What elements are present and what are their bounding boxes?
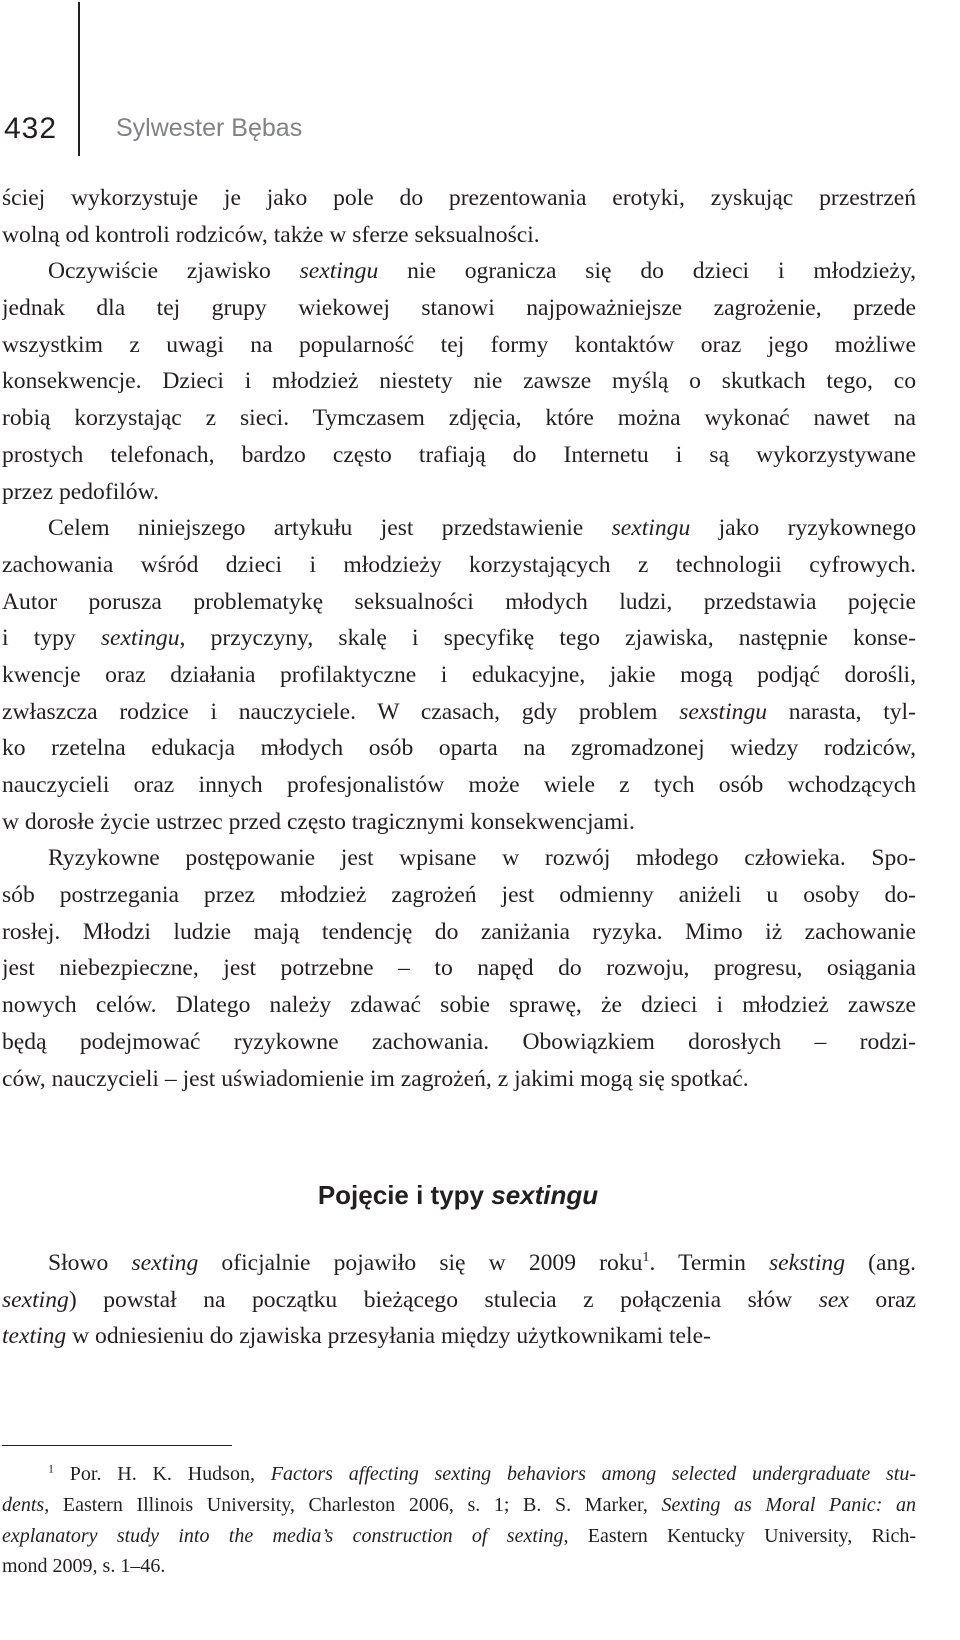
text-line: $^1$ Por. H. K. Hudson, Factors affecting sexting behaviors among selected undergraduate stu- [48, 1461, 916, 1485]
text-line: konsekwencje. Dzieci i młodzież niestety nie zawsze myślą o skutkach tego, co [2, 368, 916, 395]
section-heading [0, 1180, 916, 1211]
page-number: 432 [4, 112, 58, 145]
text-line: jednak dla tej grupy wiekowej stanowi najpoważniejsze zagrożenie, przede [2, 295, 916, 322]
text-line: ściej wykorzystuje je jako pole do prezentowania erotyki, zyskując przestrzeń [2, 185, 916, 211]
text-line: nauczycieli oraz innych profesjonalistów może wiele z tych osób wchodzących [2, 772, 916, 798]
paragraph [2, 510, 916, 840]
text-line: Celem niniejszego artykułu jest przedstawienie sextingu jako ryzykownego [48, 515, 916, 542]
italic-term: sex [818, 1286, 849, 1313]
section-heading-italic: sextingu [491, 1180, 599, 1210]
text-line: sexting) powstał na początku bieżącego stulecia z połączenia słów sex oraz [2, 1286, 916, 1313]
text-line: prostych telefonach, bardzo często trafiają do Internetu i są wykorzystywane [2, 441, 916, 468]
footnote [2, 1459, 916, 1582]
text-line: wolną od kontroli rodziców, także w sferze seksualności. [2, 221, 540, 248]
text-line: explanatory study into the media’s construction of sexting, Eastern Kentucky University, Rich- [2, 1524, 916, 1547]
text-line: ko rzetelna edukacja młodych osób oparta na zgromadzonej wiedzy rodziców, [2, 735, 916, 762]
text-line: robią korzystając z sieci. Tymczasem zdjęcia, które można wykonać nawet na [2, 405, 916, 432]
text-line: Słowo sexting oficjalnie pojawiło się w 2009 roku$^1$. Termin seksting (ang. [48, 1249, 916, 1276]
text-line: będą podejmować ryzykowne zachowania. Obowiązkiem dorosłych – rodzi- [2, 1028, 916, 1055]
text-line: Oczywiście zjawisko sextingu nie ogranicza się do dzieci i młodzieży, [48, 258, 916, 285]
italic-term: sexting [131, 1250, 199, 1276]
italic-term: sexting [2, 1286, 69, 1313]
italic-term: explanatory study into the media’s construction of sexting [2, 1524, 564, 1547]
text-line: mond 2009, s. 1–46. [2, 1555, 166, 1578]
text-line: i typy sextingu, przyczyny, skalę i specyfikę tego zjawiska, następnie konse- [2, 625, 916, 652]
footnote-divider [2, 1445, 232, 1446]
text-line: w dorosłe życie ustrzec przed często tragicznymi konsekwencjami. [2, 808, 635, 835]
italic-term: seksting [769, 1250, 846, 1276]
text-line: ców, nauczycieli – jest uświadomienie im zagrożeń, z jakimi mogą się spotkać. [2, 1065, 749, 1092]
running-head-author: Sylwester Bębas [116, 114, 303, 142]
footnote-marker: 1 [48, 1461, 54, 1476]
body-text [2, 180, 916, 1097]
text-line: dents, Eastern Illinois University, Charleston 2006, s. 1; B. S. Marker, Sexting as Moral Panic: an [2, 1493, 916, 1516]
text-line: zachowania wśród dzieci i młodzieży korzystających z technologii cyfrowych. [2, 551, 916, 578]
paragraph [2, 1245, 916, 1355]
text-line: sób postrzegania przez młodzież zagrożeń jest odmienny aniżeli u osoby do- [2, 882, 916, 909]
text-line: jest niebezpieczne, jest potrzebne – to napęd do rozwoju, progresu, osiągania [2, 955, 916, 982]
text-line: Autor porusza problematykę seksualności młodych ludzi, przedstawia pojęcie [2, 588, 916, 615]
italic-term: dents [2, 1493, 45, 1516]
paragraph [2, 840, 916, 1097]
italic-term: Factors affecting sexting behaviors among selected undergraduate stu- [270, 1463, 916, 1485]
italic-term: sexstingu [679, 698, 768, 725]
italic-term: sextingu [299, 258, 379, 285]
body-text-section [2, 1245, 916, 1355]
italic-term: Sexting as Moral Panic: an [661, 1493, 916, 1516]
header-divider [78, 2, 80, 156]
italic-term: sextingu [100, 625, 180, 652]
footnotes [2, 1459, 916, 1582]
italic-term: texting [2, 1323, 67, 1350]
text-line: przez pedofilów. [2, 478, 159, 505]
text-line: nowych celów. Dlatego należy zdawać sobie sprawę, że dzieci i młodzież zawsze [2, 992, 916, 1019]
text-line: Ryzykowne postępowanie jest wpisane w rozwój młodego człowieka. Spo- [48, 845, 916, 872]
paragraph [2, 180, 916, 253]
text-line: kwencje oraz działania profilaktyczne i edukacyjne, jakie mogą podjąć dorośli, [2, 661, 916, 688]
section-heading-text: Pojęcie i typy [317, 1180, 492, 1210]
text-line: texting w odniesieniu do zjawiska przesyłania między użytkownikami tele- [2, 1323, 711, 1350]
paragraph [2, 253, 916, 510]
text-line: rosłej. Młodzi ludzie mają tendencję do zaniżania ryzyka. Mimo iż zachowanie [2, 918, 916, 945]
italic-term: sextingu [611, 515, 691, 542]
text-line: zwłaszcza rodzice i nauczyciele. W czasach, gdy problem sexstingu narasta, tyl- [2, 698, 916, 725]
footnote-marker: 1 [642, 1249, 650, 1266]
text-line: wszystkim z uwagi na popularność tej formy kontaktów oraz jego możliwe [2, 331, 916, 358]
